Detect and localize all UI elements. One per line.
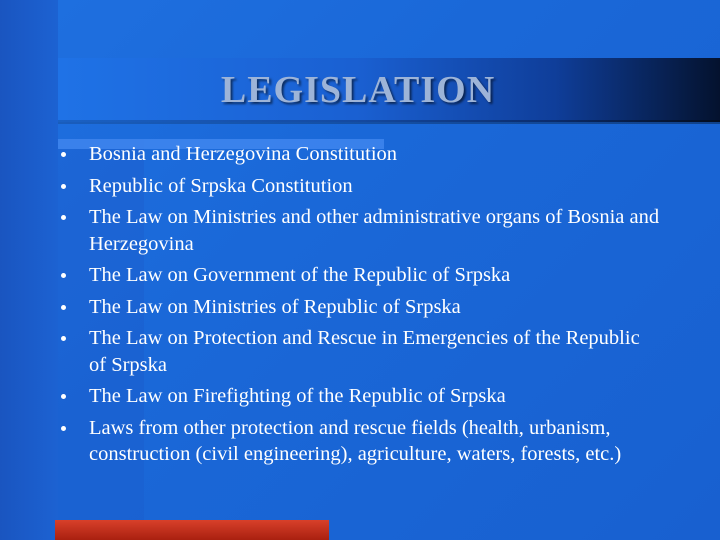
bullet-dot-icon [61, 184, 66, 189]
slide-title: LEGISLATION [220, 69, 496, 111]
bullet-text: The Law on Firefighting of the Republic of Srpska [89, 385, 506, 407]
bullet-text: The Law on Government of the Republic of Srpska [89, 264, 511, 286]
bullet-item [0, 173, 720, 200]
bullet-item [0, 262, 720, 289]
bullet-text: The Law on Ministries of Republic of Srpska [89, 295, 461, 318]
bullet-dot-icon [61, 426, 66, 431]
bullet-text: The Law on Ministries and other administrative organs of Bosnia and Herzegovina [89, 206, 660, 255]
bullet-dot-icon [61, 152, 66, 157]
bullet-text: Laws from other protection and rescue fields (health, urbanism, construction (civil engineering), agriculture, waters, forests, etc.) [89, 416, 622, 465]
bullet-dot-icon [61, 273, 66, 278]
bullet-text: Bosnia and Herzegovina Constitution [89, 143, 398, 165]
bullet-item [0, 415, 720, 468]
accent-bar-bottom [55, 520, 329, 540]
bullet-text: Republic of Srpska Constitution [89, 174, 353, 197]
bullet-item [0, 141, 720, 168]
bullet-item [0, 204, 720, 257]
bullet-item [0, 294, 720, 321]
bullet-dot-icon [61, 336, 66, 341]
bullet-dot-icon [61, 305, 66, 310]
bullet-item [0, 325, 720, 378]
bullet-dot-icon [61, 394, 66, 399]
bullet-text: The Law on Protection and Rescue in Emergencies of the Republic of Srpska [89, 327, 640, 376]
bullet-item [0, 383, 720, 410]
title-band-shadow [58, 120, 720, 124]
bullet-dot-icon [61, 215, 66, 220]
bullet-list [0, 141, 720, 473]
